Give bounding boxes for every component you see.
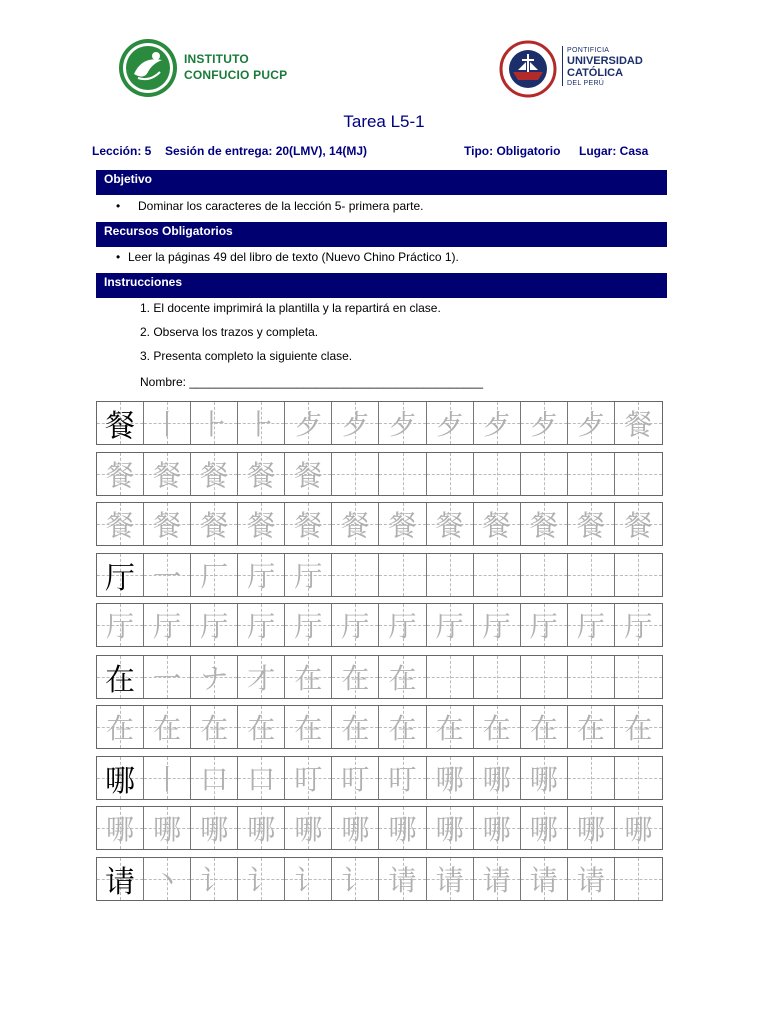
practice-cell[interactable]: [427, 604, 474, 646]
trace-character: 丶: [153, 864, 182, 897]
trace-character: 厅: [247, 610, 276, 643]
practice-cell[interactable]: [568, 858, 615, 900]
practice-cell[interactable]: [379, 706, 426, 748]
practice-cell[interactable]: [521, 706, 568, 748]
practice-cell[interactable]: [238, 858, 285, 900]
practice-cell[interactable]: [285, 757, 332, 799]
logo-right-line2: UNIVERSIDAD: [567, 55, 643, 67]
practice-cell[interactable]: [379, 554, 426, 596]
trace-character: [615, 453, 662, 495]
practice-cell[interactable]: [144, 757, 191, 799]
trace-character: 餐: [200, 459, 229, 492]
pucp-logo: [498, 40, 658, 100]
practice-cell[interactable]: [474, 706, 521, 748]
instruccion-step-2: 2. Observa los trazos y completa.: [140, 325, 319, 339]
practice-cell[interactable]: [144, 453, 191, 495]
objetivo-bullet: •: [116, 199, 121, 213]
practice-cell[interactable]: [615, 858, 662, 900]
practice-cell[interactable]: [521, 656, 568, 698]
practice-cell[interactable]: [144, 554, 191, 596]
trace-character: 歺: [341, 408, 370, 441]
trace-character: 餐: [153, 459, 182, 492]
trace-character: 请: [388, 864, 417, 897]
trace-character: 讠: [294, 864, 323, 897]
practice-cell[interactable]: [191, 656, 238, 698]
practice-cell[interactable]: [191, 858, 238, 900]
trace-character: 哪: [247, 813, 276, 846]
practice-cell[interactable]: [568, 807, 615, 849]
trace-character: 哪: [153, 813, 182, 846]
trace-character: [474, 656, 520, 698]
trace-character: 一: [153, 560, 182, 593]
trace-character: 餐: [106, 509, 135, 542]
trace-character: 哪: [482, 813, 511, 846]
logo-right-line3: CATÓLICA: [567, 67, 624, 79]
trace-character: 口: [247, 763, 276, 796]
practice-cell[interactable]: [191, 402, 238, 444]
practice-cell[interactable]: [332, 604, 379, 646]
practice-cell[interactable]: [332, 706, 379, 748]
practice-cell[interactable]: [238, 706, 285, 748]
trace-character: 哪: [435, 763, 464, 796]
model-character: 在: [105, 663, 136, 698]
practice-cell[interactable]: [615, 604, 662, 646]
practice-cell[interactable]: [144, 503, 191, 545]
trace-character: 厅: [529, 610, 558, 643]
practice-cell[interactable]: [379, 807, 426, 849]
trace-character: 歺: [388, 408, 417, 441]
trace-character: [332, 554, 378, 596]
practice-cell[interactable]: [238, 656, 285, 698]
practice-cell[interactable]: [144, 656, 191, 698]
trace-character: 哪: [435, 813, 464, 846]
meta-tipo: Tipo: Obligatorio: [464, 144, 561, 158]
practice-cell[interactable]: [427, 858, 474, 900]
trace-character: 歺: [529, 408, 558, 441]
practice-row: [96, 806, 663, 850]
practice-cell[interactable]: [521, 858, 568, 900]
trace-character: 哪: [529, 813, 558, 846]
practice-cell[interactable]: [285, 706, 332, 748]
practice-cell[interactable]: [332, 757, 379, 799]
practice-cell[interactable]: [568, 402, 615, 444]
practice-row: [96, 452, 663, 496]
practice-cell[interactable]: [97, 554, 144, 596]
practice-cell[interactable]: [238, 503, 285, 545]
trace-character: 丨: [153, 763, 182, 796]
trace-character: ⺊: [247, 408, 276, 441]
practice-cell[interactable]: [191, 807, 238, 849]
practice-cell[interactable]: [568, 604, 615, 646]
trace-character: 餐: [247, 459, 276, 492]
practice-cell[interactable]: [521, 604, 568, 646]
practice-cell[interactable]: [97, 402, 144, 444]
practice-cell[interactable]: [474, 453, 521, 495]
practice-cell[interactable]: [97, 757, 144, 799]
practice-cell[interactable]: [332, 453, 379, 495]
practice-row: [96, 705, 663, 749]
trace-character: 丨: [153, 408, 182, 441]
trace-character: [474, 453, 520, 495]
trace-character: ナ: [200, 662, 229, 695]
trace-character: [521, 453, 567, 495]
trace-character: [427, 453, 473, 495]
trace-character: 餐: [435, 509, 464, 542]
practice-row: [96, 502, 663, 546]
trace-character: 歺: [435, 408, 464, 441]
practice-cell[interactable]: [615, 453, 662, 495]
trace-character: 才: [247, 662, 276, 695]
practice-cell[interactable]: [144, 402, 191, 444]
recursos-bullet: •: [116, 250, 121, 264]
trace-character: [521, 656, 567, 698]
trace-character: 餐: [624, 509, 653, 542]
practice-cell[interactable]: [474, 656, 521, 698]
practice-cell[interactable]: [521, 402, 568, 444]
practice-cell[interactable]: [191, 503, 238, 545]
practice-cell[interactable]: [238, 554, 285, 596]
trace-character: 歺: [576, 408, 605, 441]
logo-right-line1: PONTIFICIA: [567, 47, 610, 54]
practice-cell[interactable]: [379, 604, 426, 646]
practice-cell[interactable]: [238, 807, 285, 849]
meta-lugar: Lugar: Casa: [579, 144, 649, 158]
practice-cell[interactable]: [285, 656, 332, 698]
trace-character: 哪: [529, 763, 558, 796]
trace-character: 厅: [435, 610, 464, 643]
practice-cell[interactable]: [379, 453, 426, 495]
model-character: 厅: [105, 561, 136, 596]
trace-character: 叮: [294, 763, 323, 796]
practice-cell[interactable]: [568, 503, 615, 545]
logo-right-line4: DEL PERÚ: [567, 80, 605, 87]
practice-cell[interactable]: [379, 402, 426, 444]
trace-character: 在: [294, 712, 323, 745]
instruccion-step-3: 3. Presenta completo la siguiente clase.: [140, 349, 353, 363]
trace-character: 餐: [529, 509, 558, 542]
trace-character: [332, 453, 378, 495]
trace-character: 厅: [153, 610, 182, 643]
trace-character: 在: [624, 712, 653, 745]
practice-cell[interactable]: [568, 453, 615, 495]
trace-character: 在: [341, 712, 370, 745]
practice-cell[interactable]: [285, 402, 332, 444]
practice-cell[interactable]: [474, 807, 521, 849]
page-title: Tarea L5-1: [343, 112, 425, 131]
trace-character: 请: [576, 864, 605, 897]
trace-character: 一: [153, 662, 182, 695]
practice-cell[interactable]: [97, 706, 144, 748]
trace-character: 厅: [294, 610, 323, 643]
practice-cell[interactable]: [332, 402, 379, 444]
practice-cell[interactable]: [97, 453, 144, 495]
practice-cell[interactable]: [474, 858, 521, 900]
trace-character: 哪: [294, 813, 323, 846]
practice-cell[interactable]: [285, 554, 332, 596]
trace-character: 在: [247, 712, 276, 745]
recursos-text: Leer la páginas 49 del libro de texto (Nuevo Chino Práctico 1).: [128, 250, 459, 264]
practice-cell[interactable]: [474, 757, 521, 799]
trace-character: [615, 858, 662, 900]
trace-character: 餐: [624, 408, 653, 441]
practice-cell[interactable]: [615, 807, 662, 849]
practice-cell[interactable]: [427, 503, 474, 545]
practice-cell[interactable]: [521, 554, 568, 596]
trace-character: 厅: [294, 560, 323, 593]
trace-character: 厅: [388, 610, 417, 643]
practice-cell[interactable]: [474, 402, 521, 444]
practice-cell[interactable]: [332, 656, 379, 698]
practice-cell[interactable]: [427, 807, 474, 849]
practice-cell[interactable]: [427, 554, 474, 596]
trace-character: 在: [200, 712, 229, 745]
practice-cell[interactable]: [615, 402, 662, 444]
trace-character: [427, 656, 473, 698]
practice-cell[interactable]: [379, 757, 426, 799]
trace-character: 在: [341, 662, 370, 695]
practice-row: [96, 553, 663, 597]
practice-cell[interactable]: [191, 757, 238, 799]
trace-character: 在: [388, 712, 417, 745]
practice-cell[interactable]: [238, 453, 285, 495]
trace-character: 哪: [341, 813, 370, 846]
practice-row: [96, 603, 663, 647]
model-character: 哪: [105, 764, 136, 799]
trace-character: 厅: [200, 610, 229, 643]
trace-character: 哪: [624, 813, 653, 846]
practice-cell[interactable]: [615, 757, 662, 799]
practice-row: [96, 857, 663, 901]
trace-character: 讠: [247, 864, 276, 897]
practice-cell[interactable]: [379, 503, 426, 545]
trace-character: 餐: [106, 459, 135, 492]
trace-character: 请: [435, 864, 464, 897]
practice-row: [96, 655, 663, 699]
practice-cell[interactable]: [191, 706, 238, 748]
practice-cell[interactable]: [332, 554, 379, 596]
practice-cell[interactable]: [97, 604, 144, 646]
trace-character: [568, 554, 614, 596]
objetivo-text: Dominar los caracteres de la lección 5- primera parte.: [138, 199, 424, 213]
practice-cell[interactable]: [568, 706, 615, 748]
trace-character: 餐: [576, 509, 605, 542]
trace-character: 叮: [388, 763, 417, 796]
practice-cell[interactable]: [427, 706, 474, 748]
trace-character: [568, 656, 614, 698]
trace-character: [615, 656, 662, 698]
meta-leccion: Lección: 5: [92, 144, 152, 158]
trace-character: 在: [388, 662, 417, 695]
practice-cell[interactable]: [191, 453, 238, 495]
trace-character: 讠: [200, 864, 229, 897]
practice-cell[interactable]: [521, 757, 568, 799]
trace-character: [474, 554, 520, 596]
nombre-field[interactable]: Nombre: ____________________________________________: [140, 375, 483, 389]
logo-separator: [562, 46, 563, 86]
trace-character: 餐: [341, 509, 370, 542]
section-objetivo-header: Objetivo: [96, 170, 667, 195]
trace-character: 哪: [200, 813, 229, 846]
practice-row: [96, 401, 663, 445]
practice-cell[interactable]: [427, 402, 474, 444]
practice-cell[interactable]: [97, 503, 144, 545]
practice-cell[interactable]: [97, 807, 144, 849]
practice-cell[interactable]: [615, 503, 662, 545]
trace-character: [379, 453, 425, 495]
practice-cell[interactable]: [427, 453, 474, 495]
practice-cell[interactable]: [285, 453, 332, 495]
trace-character: 在: [435, 712, 464, 745]
trace-character: 厅: [247, 560, 276, 593]
trace-character: 口: [200, 763, 229, 796]
trace-character: 餐: [153, 509, 182, 542]
practice-cell[interactable]: [144, 604, 191, 646]
practice-cell[interactable]: [285, 858, 332, 900]
instituto-confucio-logo: [118, 38, 318, 98]
practice-cell[interactable]: [568, 656, 615, 698]
practice-cell[interactable]: [521, 453, 568, 495]
model-character: 请: [105, 865, 136, 900]
practice-cell[interactable]: [285, 503, 332, 545]
practice-row: [96, 756, 663, 800]
trace-character: 在: [482, 712, 511, 745]
trace-character: 哪: [106, 813, 135, 846]
practice-cell[interactable]: [379, 656, 426, 698]
practice-cell[interactable]: [615, 554, 662, 596]
trace-character: 厅: [106, 610, 135, 643]
trace-character: 在: [529, 712, 558, 745]
trace-character: [379, 554, 425, 596]
practice-cell[interactable]: [97, 858, 144, 900]
practice-cell[interactable]: [97, 656, 144, 698]
trace-character: 请: [529, 864, 558, 897]
trace-character: 餐: [294, 509, 323, 542]
trace-character: 哪: [482, 763, 511, 796]
trace-character: 厅: [576, 610, 605, 643]
practice-cell[interactable]: [191, 554, 238, 596]
confucio-emblem-icon: [118, 38, 178, 98]
practice-cell[interactable]: [427, 757, 474, 799]
practice-cell[interactable]: [238, 757, 285, 799]
practice-cell[interactable]: [568, 757, 615, 799]
practice-cell[interactable]: [474, 503, 521, 545]
practice-cell[interactable]: [474, 554, 521, 596]
practice-cell[interactable]: [285, 604, 332, 646]
practice-cell[interactable]: [285, 807, 332, 849]
university-seal-icon: [498, 40, 558, 98]
meta-sesion: Sesión de entrega: 20(LMV), 14(MJ): [165, 144, 368, 158]
trace-character: 餐: [200, 509, 229, 542]
section-instrucciones-header: Instrucciones: [96, 273, 667, 298]
trace-character: 餐: [294, 459, 323, 492]
logo-left-line1: INSTITUTO: [184, 52, 249, 66]
practice-cell[interactable]: [191, 604, 238, 646]
trace-character: [615, 554, 662, 596]
instruccion-step-1: 1. El docente imprimirá la plantilla y la repartirá en clase.: [140, 301, 441, 315]
trace-character: 歺: [294, 408, 323, 441]
trace-character: 餐: [482, 509, 511, 542]
section-recursos-header: Recursos Obligatorios: [96, 222, 667, 247]
practice-cell[interactable]: [144, 706, 191, 748]
practice-cell[interactable]: [521, 807, 568, 849]
trace-character: [427, 554, 473, 596]
practice-cell[interactable]: [615, 656, 662, 698]
trace-character: 请: [482, 864, 511, 897]
practice-cell[interactable]: [144, 858, 191, 900]
trace-character: [568, 757, 614, 799]
trace-character: 厂: [200, 560, 229, 593]
practice-cell[interactable]: [521, 503, 568, 545]
practice-cell[interactable]: [332, 807, 379, 849]
model-character: 餐: [105, 409, 136, 444]
trace-character: 厅: [341, 610, 370, 643]
trace-character: 讠: [341, 864, 370, 897]
trace-character: [568, 453, 614, 495]
trace-character: 在: [153, 712, 182, 745]
trace-character: [521, 554, 567, 596]
trace-character: 餐: [247, 509, 276, 542]
practice-cell[interactable]: [238, 402, 285, 444]
practice-cell[interactable]: [144, 807, 191, 849]
trace-character: 在: [294, 662, 323, 695]
trace-character: 哪: [388, 813, 417, 846]
trace-character: 餐: [388, 509, 417, 542]
practice-cell[interactable]: [568, 554, 615, 596]
trace-character: 厅: [624, 610, 653, 643]
practice-cell[interactable]: [238, 604, 285, 646]
trace-character: 在: [576, 712, 605, 745]
practice-cell[interactable]: [615, 706, 662, 748]
trace-character: 叮: [341, 763, 370, 796]
trace-character: 哪: [576, 813, 605, 846]
practice-cell[interactable]: [379, 858, 426, 900]
logo-left-line2: CONFUCIO PUCP: [184, 68, 288, 82]
trace-character: 在: [106, 712, 135, 745]
practice-cell[interactable]: [332, 503, 379, 545]
practice-cell[interactable]: [332, 858, 379, 900]
trace-character: 厅: [482, 610, 511, 643]
practice-cell[interactable]: [427, 656, 474, 698]
trace-character: [615, 757, 662, 799]
trace-character: 歺: [482, 408, 511, 441]
trace-character: ⺊: [200, 408, 229, 441]
practice-cell[interactable]: [474, 604, 521, 646]
